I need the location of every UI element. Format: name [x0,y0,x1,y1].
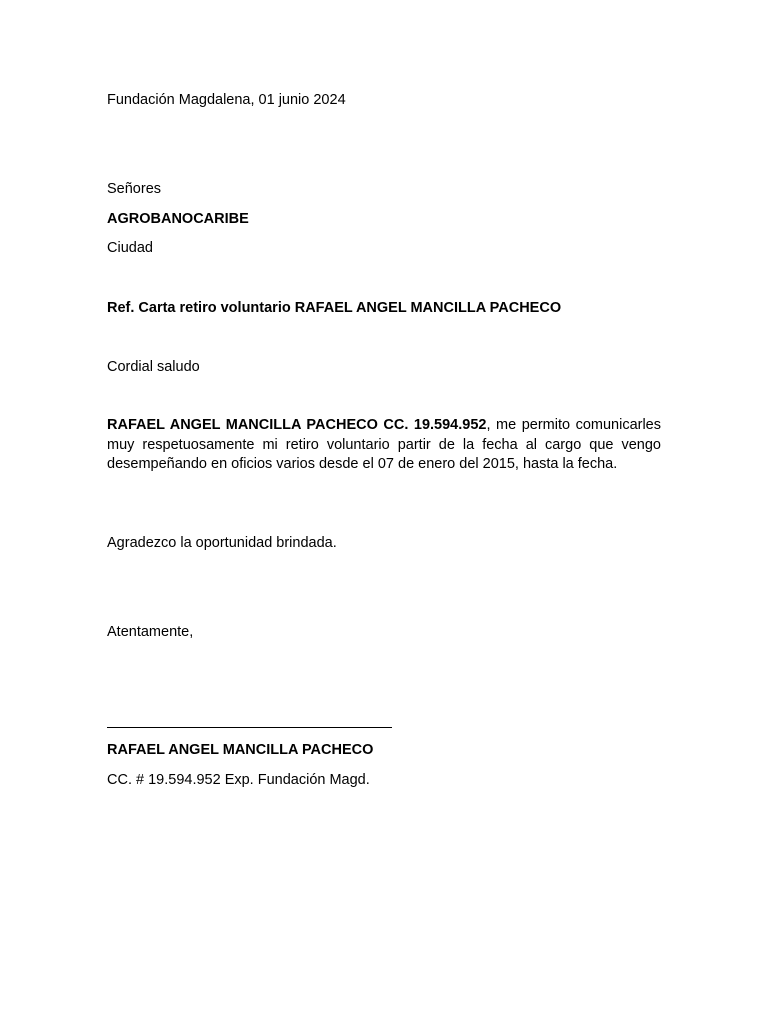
body-text: , me permito comunicarles muy respetuosamente mi retiro voluntario partir de la fecha al cargo que vengo desempeñando en oficios varios desde el 07 de enero del 2015, hasta la fecha. [107,417,661,472]
signature-name: RAFAEL ANGEL MANCILLA PACHECO [107,742,374,758]
date-line: Fundación Magdalena, 01 junio 2024 [107,92,346,108]
closing-line: Atentamente, [107,624,194,640]
recipient-company: AGROBANOCARIBE [107,211,249,227]
recipient-city: Ciudad [107,240,153,256]
body-bold-lead: RAFAEL ANGEL MANCILLA PACHECO CC. 19.594.952 [107,417,487,433]
signature-line [107,727,392,728]
thanks-line: Agradezco la oportunidad brindada. [107,535,337,551]
recipient-salutation-title: Señores [107,181,162,197]
reference-line: Ref. Carta retiro voluntario RAFAEL ANGEL MANCILLA PACHECO [107,300,562,316]
greeting: Cordial saludo [107,359,200,375]
body-paragraph [107,416,661,475]
signature-id-line: CC. # 19.594.952 Exp. Fundación Magd. [107,772,370,788]
